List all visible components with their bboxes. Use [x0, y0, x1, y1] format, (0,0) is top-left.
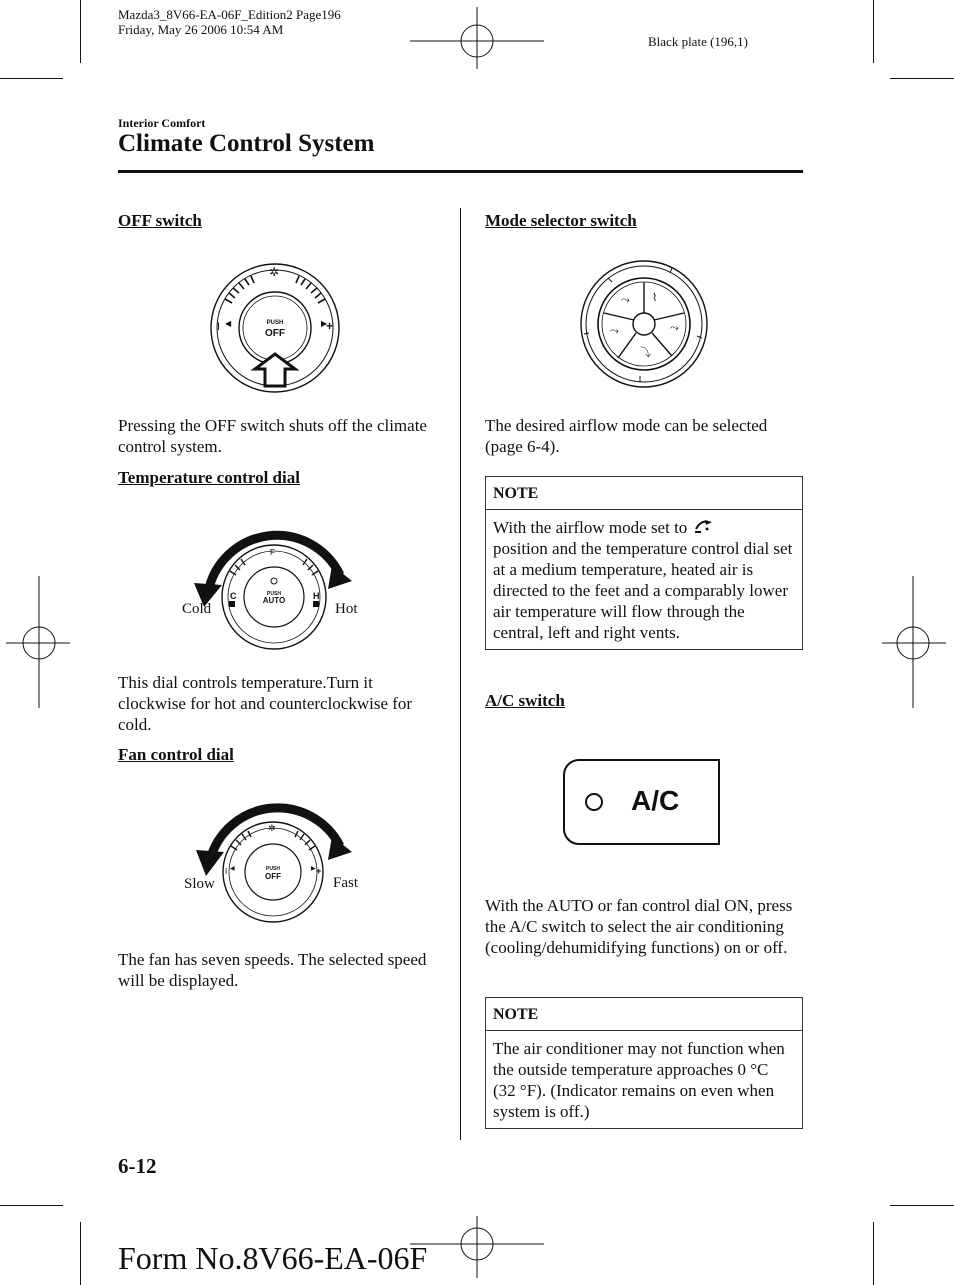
- fan-dial-heading: Fan control dial: [118, 745, 234, 764]
- crop-mark: [873, 0, 874, 63]
- ac-button-label: A/C: [631, 785, 680, 816]
- title-rule: [118, 170, 803, 173]
- note-title: NOTE: [486, 477, 802, 510]
- off-switch-heading: OFF switch: [118, 211, 202, 230]
- crop-mark: [890, 78, 954, 79]
- temperature-dial-figure: [178, 515, 368, 650]
- fan-icon: ✲: [269, 265, 280, 279]
- svg-text:F: F: [270, 548, 275, 557]
- auto-button-label: AUTO: [262, 596, 286, 605]
- note-text-part: position and the temperature control dial set at a medium temperature, heated air is directed to the feet and a comparably lower air temperature will flow through the central, left and right vents.: [493, 539, 793, 642]
- fan-dial-figure: [180, 788, 370, 928]
- registration-mark: [410, 7, 544, 69]
- page-number: 6-12: [118, 1154, 157, 1178]
- crop-mark: [0, 1205, 63, 1206]
- push-label: PUSH: [267, 591, 281, 597]
- svg-text:▶: ▶: [321, 319, 328, 328]
- svg-text:I: I: [225, 867, 228, 876]
- crop-mark: [80, 1222, 81, 1285]
- ac-switch-text: With the AUTO or fan control dial ON, press the A/C switch to select the air conditioning (cooling/dehumidifying functions) on or off.: [485, 896, 793, 957]
- print-date: Friday, May 26 2006 10:54 AM: [118, 22, 284, 37]
- floor-mode-icon: [692, 518, 714, 534]
- mode-selector-heading: Mode selector switch: [485, 211, 637, 230]
- svg-text:◀: ◀: [230, 866, 235, 872]
- registration-mark: [6, 576, 70, 708]
- cold-mark: C: [230, 591, 237, 601]
- svg-text:▶: ▶: [311, 866, 316, 872]
- off-switch-text: Pressing the OFF switch shuts off the climate control system.: [118, 416, 427, 456]
- ac-switch-heading: A/C switch: [485, 691, 565, 710]
- fan-icon: ✲: [268, 823, 276, 833]
- plate-label: Black plate (196,1): [648, 34, 748, 49]
- bi-level-mode-icon: ⤳: [610, 325, 619, 337]
- form-number: Form No.8V66-EA-06F: [118, 1240, 428, 1276]
- cold-label: Cold: [182, 601, 212, 617]
- push-label: PUSH: [266, 320, 284, 326]
- temperature-dial-heading: Temperature control dial: [118, 468, 300, 487]
- section-label: Interior Comfort: [118, 116, 206, 130]
- print-file-name: Mazda3_8V66-EA-06F_Edition2 Page196: [118, 7, 341, 22]
- svg-text:I: I: [217, 321, 221, 333]
- off-switch-figure: [205, 258, 345, 393]
- page-title: Climate Control System: [118, 130, 375, 157]
- ac-indicator-light: [585, 793, 603, 811]
- note-box-airflow: [485, 476, 803, 650]
- svg-text:◀: ◀: [225, 319, 232, 328]
- fast-label: Fast: [333, 875, 359, 891]
- vent-mode-icon: ⤳: [621, 294, 630, 306]
- note-text: [486, 510, 802, 649]
- hot-mark: H: [313, 591, 320, 601]
- crop-mark: [873, 1222, 874, 1285]
- print-meta: [118, 7, 341, 37]
- temperature-dial-text: This dial controls temperature.Turn it clockwise for hot and counterclockwise for cold.: [118, 673, 413, 734]
- off-button-label: OFF: [265, 872, 281, 881]
- mode-selector-figure: [578, 258, 710, 388]
- counterclockwise-arrow-icon: [196, 850, 224, 876]
- column-divider: [460, 208, 461, 1140]
- registration-mark: [882, 576, 946, 708]
- note-box-ac: [485, 997, 803, 1129]
- floor-mode-icon: ⤵: [640, 347, 651, 359]
- push-label: PUSH: [266, 866, 280, 872]
- note-text: The air conditioner may not function when the outside temperature approaches 0 °C (32 °F). (Indicator remains on even when system is off.): [493, 1039, 785, 1121]
- off-button-label: OFF: [265, 328, 285, 339]
- slow-label: Slow: [184, 876, 215, 892]
- ac-switch-figure: [563, 759, 720, 845]
- note-title: NOTE: [486, 998, 802, 1031]
- note-text-part: With the airflow mode set to: [493, 518, 688, 537]
- svg-text:+: +: [326, 319, 334, 333]
- hot-label: Hot: [335, 601, 358, 617]
- svg-text:+: +: [316, 866, 322, 876]
- crop-mark: [80, 0, 81, 63]
- floor-defrost-mode-icon: ⤳: [670, 322, 679, 334]
- crop-mark: [890, 1205, 954, 1206]
- mode-selector-text: The desired airflow mode can be selected (page 6-4).: [485, 416, 768, 456]
- defrost-icon: ⌇: [652, 292, 658, 304]
- fan-dial-text: The fan has seven speeds. The selected speed will be displayed.: [118, 950, 427, 990]
- crop-mark: [0, 78, 63, 79]
- registration-mark: [410, 1216, 544, 1278]
